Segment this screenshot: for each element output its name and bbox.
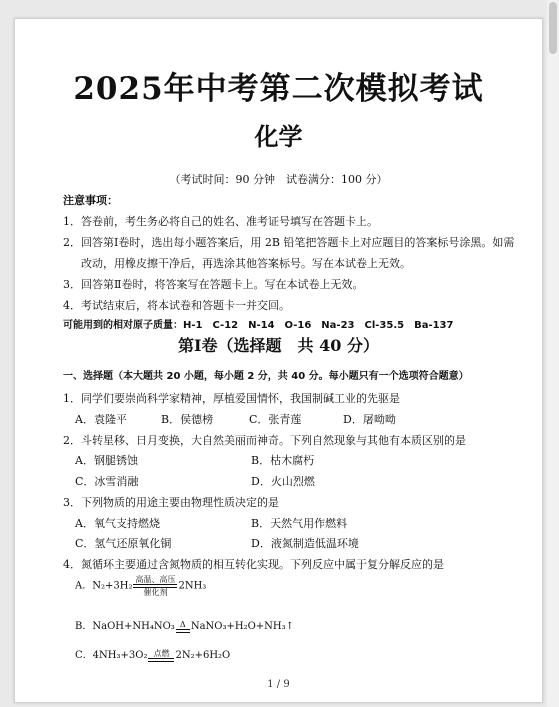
q3-option-a: A．氧气支持燃烧	[75, 517, 160, 530]
q4-option-b-condition	[176, 620, 190, 633]
notice-item-2-cont: 改动，用橡皮擦干净后，再选涂其他答案标号。写在本试卷上无效。	[81, 257, 411, 270]
q1-option-c: C．张青莲	[249, 413, 302, 426]
q1-option-b: B．侯德榜	[161, 413, 214, 426]
q4-option-a-label: A．	[75, 580, 93, 592]
q1-option-d: D．屠呦呦	[343, 413, 396, 426]
q4-option-b	[75, 617, 294, 633]
q1-option-a: A．袁隆平	[75, 413, 127, 426]
q2-option-d: D．火山烈燃	[251, 475, 315, 488]
q1-stem: 1．同学们要崇尚科学家精神，厚植爱国情怀，我国制碱工业的先驱是	[63, 392, 400, 405]
q2-option-b: B．枯木腐朽	[251, 454, 315, 467]
q2-option-c: C．冰雪消融	[75, 475, 139, 488]
q4-option-c-condition-above: 点燃	[153, 649, 170, 658]
atomic-masses: 可能用到的相对原子质量：H-1 C-12 N-14 O-16 Na-23 Cl-35.5 Ba-137	[63, 320, 454, 331]
section-instructions: 一、选择题（本大题共 20 小题，每小题 2 分，共 40 分。每小题只有一个选项符合题意）	[63, 371, 469, 382]
q4-option-b-label: B．	[75, 621, 93, 632]
q4-option-a-condition	[133, 575, 177, 597]
vertical-scrollbar[interactable]	[547, 0, 559, 707]
q4-option-a-condition-above: 高温、高压	[135, 575, 176, 584]
exam-subject: 化学	[254, 122, 303, 151]
q4-option-c-condition	[148, 649, 174, 662]
section-title: 第Ⅰ卷（选择题 共 40 分）	[178, 336, 379, 355]
q4-option-c	[75, 646, 230, 662]
scrollbar-thumb[interactable]	[549, 2, 557, 54]
q2-stem: 2．斗转星移、日月变换，大自然美丽而神奇。下列自然现象与其他有本质区别的是	[63, 434, 466, 447]
q2-option-a: A．钢腿锈蚀	[75, 454, 138, 467]
q4-option-c-products: 2N₂+6H₂O	[175, 650, 231, 661]
q4-option-a-condition-below: 催化剂	[143, 588, 168, 597]
q4-stem: 4．氮循环主要通过含氮物质的相互转化实现。下列反应中属于复分解反应的是	[63, 558, 444, 571]
q3-option-b: B．天然气用作燃料	[251, 517, 348, 530]
q3-option-c: C．氢气还原氧化铜	[75, 537, 172, 550]
page-number: 1 / 9	[267, 679, 290, 690]
q4-option-a-reactants: N₂+3H₂	[92, 580, 133, 592]
q4-option-a	[75, 575, 206, 597]
q3-option-d: D．液氮制造低温环境	[251, 537, 359, 550]
q3-stem: 3．下列物质的用途主要由物理性质决定的是	[63, 496, 279, 509]
q4-option-b-condition-above: Δ	[179, 620, 186, 629]
notice-item-3: 3．回答第Ⅱ卷时，将答案写在答题卡上。写在本试卷上无效。	[63, 278, 364, 291]
document-page	[14, 18, 543, 703]
notice-item-2: 2．回答第Ⅰ卷时，选出每小题答案后，用 2B 铅笔把答题卡上对应题目的答案标号涂黑。如需	[63, 236, 515, 249]
q4-option-b-reactants: NaOH+NH₄NO₃	[92, 621, 175, 632]
notice-item-1: 1．答卷前，考生务必将自己的姓名、准考证号填写在答题卡上。	[63, 215, 378, 228]
q4-option-c-reactants: 4NH₃+3O₂	[92, 650, 148, 661]
q4-option-a-products: 2NH₃	[178, 580, 207, 592]
notice-item-4: 4．考试结束后，将本试卷和答题卡一并交回。	[63, 299, 290, 312]
exam-title: 2025年中考第二次模拟考试	[73, 71, 484, 107]
exam-meta: （考试时间：90 分钟 试卷满分：100 分）	[169, 173, 388, 186]
q4-option-b-products: NaNO₃+H₂O+NH₃↑	[190, 621, 295, 632]
notice-heading: 注意事项：	[63, 194, 118, 207]
q4-option-c-label: C．	[75, 650, 93, 661]
